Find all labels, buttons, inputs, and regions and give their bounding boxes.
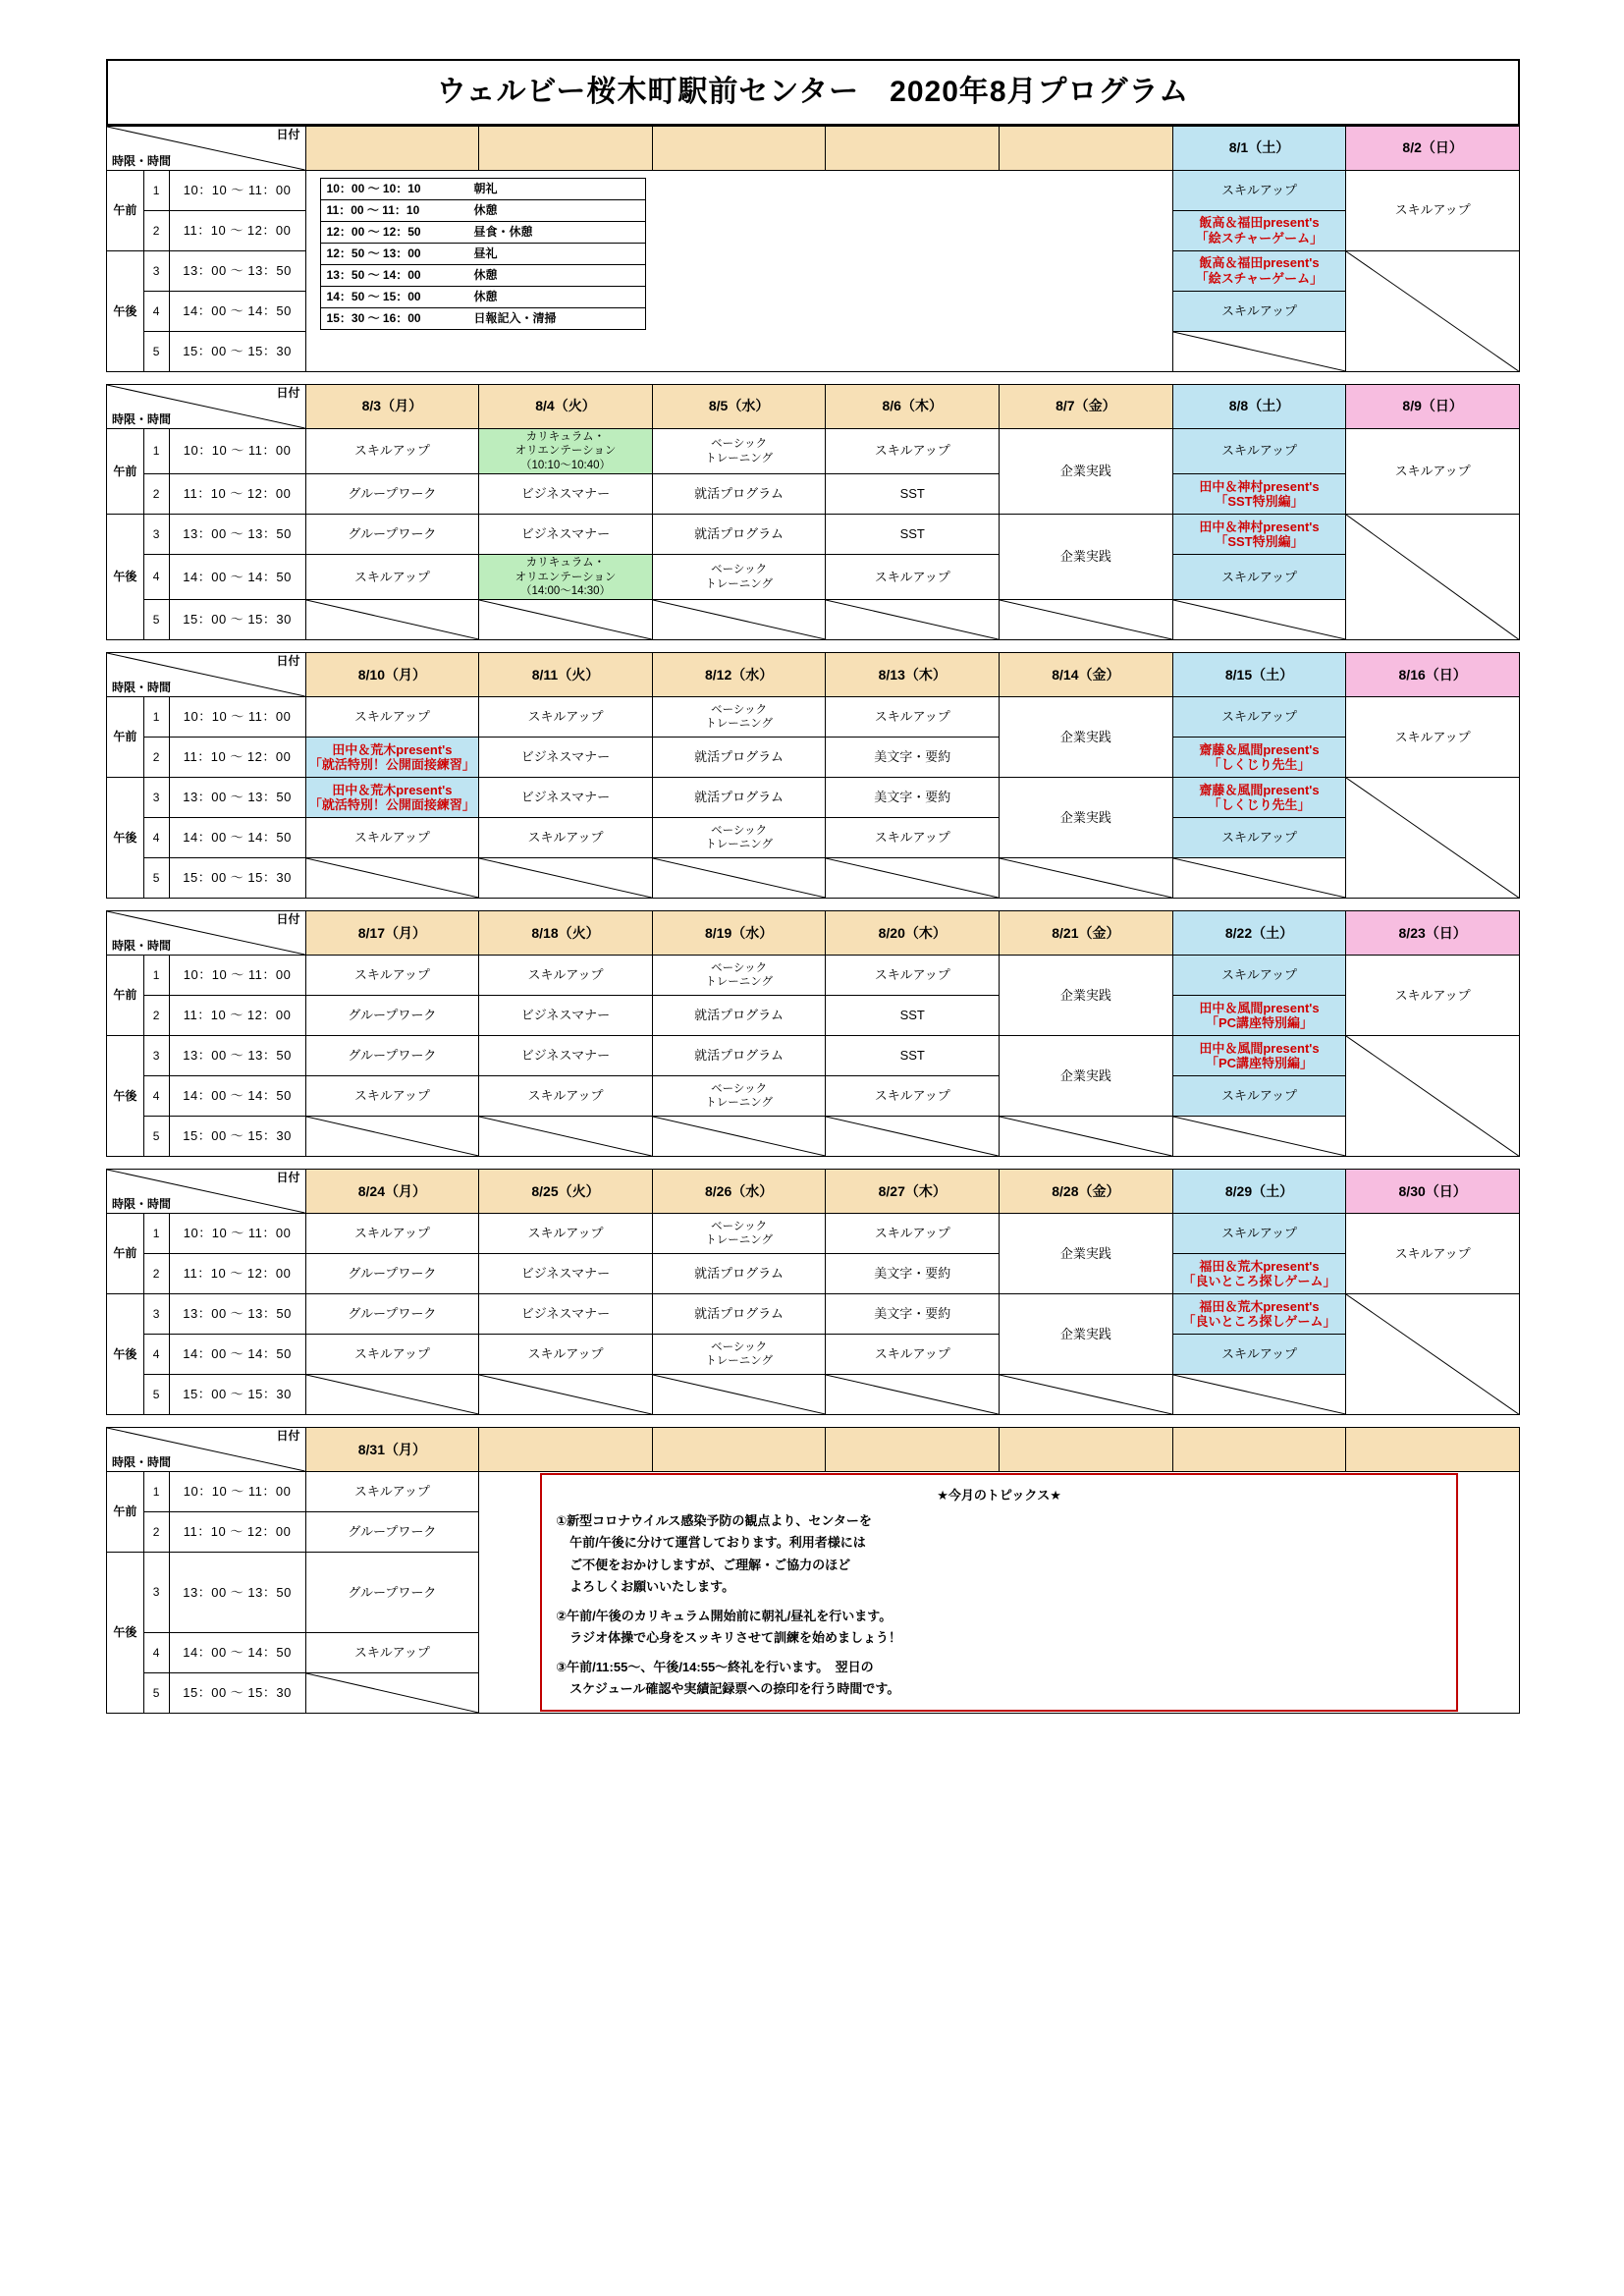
session-time: 15：00 ～ 15：30 bbox=[169, 1117, 305, 1157]
ampm-label-pm: 午後 bbox=[107, 515, 144, 640]
session-time: 10：10 ～ 11：00 bbox=[169, 1472, 305, 1512]
session-time: 13：00 ～ 13：50 bbox=[169, 515, 305, 555]
empty-cell bbox=[305, 1673, 479, 1714]
schedule-cell[interactable]: 企業実践 bbox=[1000, 1294, 1173, 1375]
schedule-cell[interactable]: 田中＆神村present's 「SST特別編」 bbox=[1172, 515, 1346, 555]
session-time: 10：10 ～ 11：00 bbox=[169, 429, 305, 474]
schedule-cell[interactable]: ベーシック トレーニング bbox=[652, 555, 826, 600]
schedule-cell[interactable]: 美文字・要約 bbox=[826, 738, 1000, 778]
empty-cell bbox=[826, 1117, 1000, 1157]
session-number: 5 bbox=[143, 332, 169, 372]
schedule-cell[interactable]: SST bbox=[826, 474, 1000, 515]
schedule-cell[interactable]: ビジネスマナー bbox=[479, 1254, 653, 1294]
day-header-1: 8/3（月） bbox=[305, 385, 479, 429]
session-row bbox=[107, 1375, 1520, 1415]
session-row bbox=[107, 429, 1520, 474]
schedule-cell[interactable]: 就活プログラム bbox=[652, 778, 826, 818]
session-row bbox=[107, 171, 1520, 211]
ampm-label-pm: 午後 bbox=[107, 1553, 144, 1714]
session-number: 1 bbox=[143, 697, 169, 738]
schedule-cell[interactable]: ベーシック トレーニング bbox=[652, 1335, 826, 1375]
empty-cell bbox=[652, 1117, 826, 1157]
empty-cell bbox=[1346, 515, 1520, 640]
ampm-label-am: 午前 bbox=[107, 171, 144, 251]
schedule-cell[interactable]: スキルアップ bbox=[1172, 1335, 1346, 1375]
schedule-cell[interactable]: 飯高＆福田present's 「絵スチャーゲーム」 bbox=[1172, 251, 1346, 292]
time-date-header: 日付 時限・時間 bbox=[107, 653, 306, 697]
schedule-cell[interactable]: スキルアップ bbox=[1172, 171, 1346, 211]
session-number: 4 bbox=[143, 1633, 169, 1673]
session-time: 14：00 ～ 14：50 bbox=[169, 818, 305, 858]
session-row bbox=[107, 738, 1520, 778]
session-number: 2 bbox=[143, 996, 169, 1036]
schedule-cell[interactable]: スキルアップ bbox=[1172, 429, 1346, 474]
ampm-label-pm: 午後 bbox=[107, 251, 144, 372]
empty-cell bbox=[1346, 1294, 1520, 1415]
day-header-6: 8/29（土） bbox=[1172, 1170, 1346, 1214]
session-number: 3 bbox=[143, 1294, 169, 1335]
schedule-cell[interactable]: 企業実践 bbox=[1000, 778, 1173, 858]
empty-cell bbox=[1000, 1117, 1173, 1157]
ampm-label-pm: 午後 bbox=[107, 1294, 144, 1415]
session-number: 1 bbox=[143, 171, 169, 211]
day-header-2 bbox=[479, 127, 653, 171]
schedule-cell[interactable]: ベーシック トレーニング bbox=[652, 429, 826, 474]
session-row bbox=[107, 956, 1520, 996]
schedule-cell[interactable]: グループワーク bbox=[305, 1553, 479, 1633]
time-date-header: 日付 時限・時間 bbox=[107, 127, 306, 171]
week-header-row bbox=[107, 385, 1520, 429]
day-header-1: 8/31（月） bbox=[305, 1428, 479, 1472]
empty-cell bbox=[305, 600, 479, 640]
session-number: 1 bbox=[143, 1214, 169, 1254]
session-row bbox=[107, 697, 1520, 738]
schedule-cell[interactable]: 就活プログラム bbox=[652, 738, 826, 778]
day-header-1: 8/24（月） bbox=[305, 1170, 479, 1214]
empty-cell bbox=[479, 858, 653, 899]
session-time: 14：00 ～ 14：50 bbox=[169, 1633, 305, 1673]
spacer-cell bbox=[107, 1415, 1520, 1428]
week-header-row bbox=[107, 1428, 1520, 1472]
schedule-cell[interactable]: 福田＆荒木present's 「良いところ探しゲーム」 bbox=[1172, 1294, 1346, 1335]
day-header-5 bbox=[1000, 127, 1173, 171]
day-header-5: 8/14（金） bbox=[1000, 653, 1173, 697]
schedule-cell[interactable]: 就活プログラム bbox=[652, 515, 826, 555]
session-number: 5 bbox=[143, 1117, 169, 1157]
schedule-cell[interactable]: 田中＆荒木present's 「就活特別！公開面接練習」 bbox=[305, 738, 479, 778]
session-time: 13：00 ～ 13：50 bbox=[169, 1294, 305, 1335]
session-row bbox=[107, 1036, 1520, 1076]
day-header-2: 8/11（火） bbox=[479, 653, 653, 697]
schedule-cell[interactable]: 企業実践 bbox=[1000, 429, 1173, 515]
schedule-cell[interactable]: スキルアップ bbox=[826, 697, 1000, 738]
session-number: 3 bbox=[143, 778, 169, 818]
schedule-cell[interactable]: 飯高＆福田present's 「絵スチャーゲーム」 bbox=[1172, 211, 1346, 251]
schedule-cell[interactable]: スキルアップ bbox=[826, 956, 1000, 996]
day-header-5 bbox=[1000, 1428, 1173, 1472]
session-time: 15：00 ～ 15：30 bbox=[169, 600, 305, 640]
empty-cell bbox=[652, 1375, 826, 1415]
block-spacer bbox=[107, 372, 1520, 385]
day-header-3: 8/26（水） bbox=[652, 1170, 826, 1214]
session-time: 11：10 ～ 12：00 bbox=[169, 996, 305, 1036]
spacer-cell bbox=[107, 1157, 1520, 1170]
session-time: 15：00 ～ 15：30 bbox=[169, 332, 305, 372]
session-number: 3 bbox=[143, 1553, 169, 1633]
block-spacer bbox=[107, 899, 1520, 911]
schedule-cell[interactable]: グループワーク bbox=[305, 515, 479, 555]
schedule-cell[interactable]: 美文字・要約 bbox=[826, 1294, 1000, 1335]
schedule-cell[interactable]: ベーシック トレーニング bbox=[652, 1214, 826, 1254]
session-number: 1 bbox=[143, 956, 169, 996]
day-header-7: 8/23（日） bbox=[1346, 911, 1520, 956]
session-row bbox=[107, 818, 1520, 858]
session-number: 1 bbox=[143, 1472, 169, 1512]
day-header-7: 8/9（日） bbox=[1346, 385, 1520, 429]
spacer-cell bbox=[107, 640, 1520, 653]
day-header-2: 8/4（火） bbox=[479, 385, 653, 429]
session-number: 2 bbox=[143, 1254, 169, 1294]
schedule-cell[interactable]: SST bbox=[826, 996, 1000, 1036]
day-header-1: 8/10（月） bbox=[305, 653, 479, 697]
schedule-cell[interactable]: 企業実践 bbox=[1000, 956, 1173, 1036]
session-number: 4 bbox=[143, 555, 169, 600]
schedule-cell[interactable]: スキルアップ bbox=[1172, 292, 1346, 332]
schedule-cell[interactable]: スキルアップ bbox=[1346, 956, 1520, 1036]
day-header-5: 8/21（金） bbox=[1000, 911, 1173, 956]
empty-cell bbox=[652, 858, 826, 899]
session-number: 2 bbox=[143, 474, 169, 515]
schedule-cell[interactable]: ベーシック トレーニング bbox=[652, 1076, 826, 1117]
empty-cell bbox=[305, 1117, 479, 1157]
schedule-cell[interactable]: スキルアップ bbox=[1172, 956, 1346, 996]
schedule-cell[interactable]: スキルアップ bbox=[305, 555, 479, 600]
session-number: 3 bbox=[143, 251, 169, 292]
empty-cell bbox=[1000, 858, 1173, 899]
day-header-7 bbox=[1346, 1428, 1520, 1472]
empty-cell bbox=[1172, 332, 1346, 372]
empty-cell bbox=[479, 1375, 653, 1415]
schedule-cell[interactable]: スキルアップ bbox=[826, 429, 1000, 474]
day-header-1: 8/17（月） bbox=[305, 911, 479, 956]
schedule-cell[interactable]: 企業実践 bbox=[1000, 1214, 1173, 1294]
day-header-3: 8/5（水） bbox=[652, 385, 826, 429]
session-time: 13：00 ～ 13：50 bbox=[169, 778, 305, 818]
session-number: 5 bbox=[143, 600, 169, 640]
day-header-2: 8/18（火） bbox=[479, 911, 653, 956]
schedule-cell[interactable]: スキルアップ bbox=[305, 1472, 479, 1512]
schedule-cell[interactable]: ビジネスマナー bbox=[479, 778, 653, 818]
session-row bbox=[107, 474, 1520, 515]
session-number: 5 bbox=[143, 858, 169, 899]
time-date-header: 日付 時限・時間 bbox=[107, 1170, 306, 1214]
empty-cell bbox=[305, 858, 479, 899]
session-row bbox=[107, 1076, 1520, 1117]
day-header-3 bbox=[652, 127, 826, 171]
day-header-6: 8/15（土） bbox=[1172, 653, 1346, 697]
session-number: 5 bbox=[143, 1673, 169, 1714]
schedule-cell[interactable]: 企業実践 bbox=[1000, 697, 1173, 778]
page-title: ウェルビー桜木町駅前センター 2020年8月プログラム bbox=[107, 60, 1519, 125]
session-number: 4 bbox=[143, 292, 169, 332]
schedule-cell[interactable]: スキルアップ bbox=[305, 697, 479, 738]
schedule-cell[interactable]: カリキュラム・ オリエンテーション （10:10～10:40） bbox=[479, 429, 653, 474]
schedule-cell[interactable]: 美文字・要約 bbox=[826, 1254, 1000, 1294]
ampm-label-am: 午前 bbox=[107, 1214, 144, 1294]
day-header-3: 8/19（水） bbox=[652, 911, 826, 956]
schedule-cell[interactable]: スキルアップ bbox=[1172, 1076, 1346, 1117]
empty-cell bbox=[826, 600, 1000, 640]
session-number: 1 bbox=[143, 429, 169, 474]
schedule-cell[interactable]: 田中＆風間present's 「PC講座特別編」 bbox=[1172, 1036, 1346, 1076]
schedule-cell[interactable]: スキルアップ bbox=[826, 1214, 1000, 1254]
day-header-4 bbox=[826, 1428, 1000, 1472]
empty-cell bbox=[652, 600, 826, 640]
schedule-cell[interactable]: 田中＆神村present's 「SST特別編」 bbox=[1172, 474, 1346, 515]
time-date-header: 日付 時限・時間 bbox=[107, 1428, 306, 1472]
session-row bbox=[107, 778, 1520, 818]
schedule-cell[interactable]: 美文字・要約 bbox=[826, 778, 1000, 818]
session-row bbox=[107, 1335, 1520, 1375]
schedule-cell[interactable]: スキルアップ bbox=[479, 697, 653, 738]
day-header-3: 8/12（水） bbox=[652, 653, 826, 697]
session-time: 11：10 ～ 12：00 bbox=[169, 738, 305, 778]
day-header-4: 8/27（木） bbox=[826, 1170, 1000, 1214]
schedule-cell[interactable]: 就活プログラム bbox=[652, 1294, 826, 1335]
session-time: 10：10 ～ 11：00 bbox=[169, 1214, 305, 1254]
time-legend-box: 10：00 ～ 10：10 朝礼 11：00 ～ 11：10 休憩 12：00 ～ 12：50 昼食・休憩 12：50 ～ 13：00 昼礼 13：50 ～ 14：00 休憩 14：50 ～ 15：00 休憩 15：30 ～ 16：00 日報記入・清掃 bbox=[305, 171, 1172, 372]
schedule-cell[interactable]: グループワーク bbox=[305, 1254, 479, 1294]
schedule-cell[interactable]: 企業実践 bbox=[1000, 515, 1173, 600]
schedule-cell[interactable]: ビジネスマナー bbox=[479, 474, 653, 515]
session-row bbox=[107, 1472, 1520, 1512]
day-header-4 bbox=[826, 127, 1000, 171]
session-row bbox=[107, 996, 1520, 1036]
session-row bbox=[107, 858, 1520, 899]
session-number: 4 bbox=[143, 818, 169, 858]
day-header-6: 8/22（土） bbox=[1172, 911, 1346, 956]
day-header-5: 8/28（金） bbox=[1000, 1170, 1173, 1214]
schedule-cell[interactable]: グループワーク bbox=[305, 474, 479, 515]
schedule-cell[interactable]: スキルアップ bbox=[1172, 818, 1346, 858]
day-header-4: 8/13（木） bbox=[826, 653, 1000, 697]
schedule-cell[interactable]: スキルアップ bbox=[1172, 555, 1346, 600]
schedule-cell[interactable]: 齋藤＆風間present's 「しくじり先生」 bbox=[1172, 778, 1346, 818]
day-header-7: 8/16（日） bbox=[1346, 653, 1520, 697]
ampm-label-am: 午前 bbox=[107, 697, 144, 778]
session-time: 14：00 ～ 14：50 bbox=[169, 1335, 305, 1375]
session-time: 11：10 ～ 12：00 bbox=[169, 211, 305, 251]
schedule-cell[interactable]: スキルアップ bbox=[479, 1076, 653, 1117]
session-time: 14：00 ～ 14：50 bbox=[169, 1076, 305, 1117]
schedule-cell[interactable]: 福田＆荒木present's 「良いところ探しゲーム」 bbox=[1172, 1254, 1346, 1294]
day-header-5: 8/7（金） bbox=[1000, 385, 1173, 429]
session-row bbox=[107, 515, 1520, 555]
session-time: 13：00 ～ 13：50 bbox=[169, 251, 305, 292]
schedule-cell[interactable]: 田中＆荒木present's 「就活特別！公開面接練習」 bbox=[305, 778, 479, 818]
schedule-cell[interactable]: ビジネスマナー bbox=[479, 996, 653, 1036]
session-number: 3 bbox=[143, 1036, 169, 1076]
ampm-label-am: 午前 bbox=[107, 956, 144, 1036]
day-header-6 bbox=[1172, 1428, 1346, 1472]
topics-area: ★今月のトピックス★ ①新型コロナウイルス感染予防の観点より、センターを 午前/午後に分けて運営しております。利用者様には ご不便をおかけしますが、ご理解・ご協力のほど よろしくお願いいたします。 ②午前/午後のカリキュラム開始前に朝礼/昼礼を行います。 ラジオ体操で心身をスッキリさせて訓練を始めましょう！ ③午前/11:55～、午後/14:55～終礼を行います。 翌日の スケジュール確認や実績記録票への捺印を行う時間です。 bbox=[479, 1472, 1520, 1714]
block-spacer bbox=[107, 1415, 1520, 1428]
schedule-cell[interactable]: ベーシック トレーニング bbox=[652, 818, 826, 858]
spacer-cell bbox=[107, 372, 1520, 385]
empty-cell bbox=[826, 858, 1000, 899]
session-time: 14：00 ～ 14：50 bbox=[169, 555, 305, 600]
time-date-header: 日付 時限・時間 bbox=[107, 911, 306, 956]
schedule-cell[interactable]: スキルアップ bbox=[305, 956, 479, 996]
schedule-cell[interactable]: ビジネスマナー bbox=[479, 515, 653, 555]
schedule-cell[interactable]: ビジネスマナー bbox=[479, 738, 653, 778]
week-header-row bbox=[107, 127, 1520, 171]
session-row bbox=[107, 1294, 1520, 1335]
session-time: 10：10 ～ 11：00 bbox=[169, 956, 305, 996]
ampm-label-am: 午前 bbox=[107, 429, 144, 515]
schedule-cell[interactable]: ビジネスマナー bbox=[479, 1294, 653, 1335]
schedule-cell[interactable]: スキルアップ bbox=[826, 555, 1000, 600]
session-time: 13：00 ～ 13：50 bbox=[169, 1553, 305, 1633]
schedule-cell[interactable]: スキルアップ bbox=[305, 1335, 479, 1375]
empty-cell bbox=[305, 1375, 479, 1415]
day-header-7: 8/30（日） bbox=[1346, 1170, 1520, 1214]
day-header-2 bbox=[479, 1428, 653, 1472]
session-number: 4 bbox=[143, 1335, 169, 1375]
day-header-3 bbox=[652, 1428, 826, 1472]
session-time: 15：00 ～ 15：30 bbox=[169, 858, 305, 899]
session-row bbox=[107, 1214, 1520, 1254]
empty-cell bbox=[1346, 1036, 1520, 1157]
program-sheet bbox=[106, 59, 1520, 1714]
schedule-cell[interactable]: 企業実践 bbox=[1000, 1036, 1173, 1117]
session-time: 14：00 ～ 14：50 bbox=[169, 292, 305, 332]
block-spacer bbox=[107, 640, 1520, 653]
empty-cell bbox=[1172, 1117, 1346, 1157]
session-number: 2 bbox=[143, 1512, 169, 1553]
schedule-cell[interactable]: 齋藤＆風間present's 「しくじり先生」 bbox=[1172, 738, 1346, 778]
empty-cell bbox=[1172, 600, 1346, 640]
schedule-cell[interactable]: スキルアップ bbox=[1346, 171, 1520, 251]
empty-cell bbox=[1346, 778, 1520, 899]
session-row bbox=[107, 600, 1520, 640]
week-header-row bbox=[107, 653, 1520, 697]
schedule-cell[interactable]: スキルアップ bbox=[1346, 697, 1520, 778]
session-number: 3 bbox=[143, 515, 169, 555]
schedule-grid bbox=[106, 126, 1520, 1714]
schedule-cell[interactable]: カリキュラム・ オリエンテーション （14:00～14:30） bbox=[479, 555, 653, 600]
session-time: 13：00 ～ 13：50 bbox=[169, 1036, 305, 1076]
session-number: 2 bbox=[143, 738, 169, 778]
schedule-cell[interactable]: スキルアップ bbox=[479, 956, 653, 996]
schedule-cell[interactable]: スキルアップ bbox=[1172, 1214, 1346, 1254]
session-number: 2 bbox=[143, 211, 169, 251]
schedule-cell[interactable]: スキルアップ bbox=[826, 1076, 1000, 1117]
empty-cell bbox=[1000, 600, 1173, 640]
schedule-cell[interactable]: グループワーク bbox=[305, 1036, 479, 1076]
schedule-cell[interactable]: スキルアップ bbox=[305, 1214, 479, 1254]
ampm-label-am: 午前 bbox=[107, 1472, 144, 1553]
schedule-cell[interactable]: ベーシック トレーニング bbox=[652, 956, 826, 996]
schedule-cell[interactable]: スキルアップ bbox=[479, 1335, 653, 1375]
schedule-cell[interactable]: ベーシック トレーニング bbox=[652, 697, 826, 738]
schedule-cell[interactable]: SST bbox=[826, 515, 1000, 555]
schedule-cell[interactable]: スキルアップ bbox=[479, 818, 653, 858]
empty-cell bbox=[826, 1375, 1000, 1415]
schedule-cell[interactable]: スキルアップ bbox=[479, 1214, 653, 1254]
ampm-label-pm: 午後 bbox=[107, 1036, 144, 1157]
schedule-cell[interactable]: グループワーク bbox=[305, 1294, 479, 1335]
session-time: 11：10 ～ 12：00 bbox=[169, 474, 305, 515]
schedule-cell[interactable]: SST bbox=[826, 1036, 1000, 1076]
schedule-cell[interactable]: 就活プログラム bbox=[652, 996, 826, 1036]
schedule-cell[interactable]: スキルアップ bbox=[1172, 697, 1346, 738]
schedule-cell[interactable]: スキルアップ bbox=[826, 818, 1000, 858]
ampm-label-pm: 午後 bbox=[107, 778, 144, 899]
session-row bbox=[107, 1254, 1520, 1294]
week-header-row bbox=[107, 1170, 1520, 1214]
session-time: 10：10 ～ 11：00 bbox=[169, 697, 305, 738]
schedule-cell[interactable]: 就活プログラム bbox=[652, 1254, 826, 1294]
week-header-row bbox=[107, 911, 1520, 956]
block-spacer bbox=[107, 1157, 1520, 1170]
session-time: 11：10 ～ 12：00 bbox=[169, 1512, 305, 1553]
day-header-7: 8/2（日） bbox=[1346, 127, 1520, 171]
empty-cell bbox=[1172, 1375, 1346, 1415]
day-header-4: 8/6（木） bbox=[826, 385, 1000, 429]
day-header-4: 8/20（木） bbox=[826, 911, 1000, 956]
schedule-cell[interactable]: スキルアップ bbox=[305, 1633, 479, 1673]
schedule-cell[interactable]: 就活プログラム bbox=[652, 1036, 826, 1076]
schedule-cell[interactable]: グループワーク bbox=[305, 996, 479, 1036]
session-time: 15：00 ～ 15：30 bbox=[169, 1673, 305, 1714]
spacer-cell bbox=[107, 899, 1520, 911]
schedule-cell[interactable]: スキルアップ bbox=[305, 429, 479, 474]
session-time: 10：10 ～ 11：00 bbox=[169, 171, 305, 211]
schedule-cell[interactable]: スキルアップ bbox=[1346, 1214, 1520, 1294]
session-row bbox=[107, 1117, 1520, 1157]
day-header-1 bbox=[305, 127, 479, 171]
schedule-cell[interactable]: スキルアップ bbox=[826, 1335, 1000, 1375]
title-table bbox=[106, 59, 1520, 126]
schedule-cell[interactable]: スキルアップ bbox=[1346, 429, 1520, 515]
day-header-2: 8/25（火） bbox=[479, 1170, 653, 1214]
session-number: 4 bbox=[143, 1076, 169, 1117]
schedule-cell[interactable]: グループワーク bbox=[305, 1512, 479, 1553]
schedule-cell[interactable]: 田中＆風間present's 「PC講座特別編」 bbox=[1172, 996, 1346, 1036]
day-header-6: 8/1（土） bbox=[1172, 127, 1346, 171]
empty-cell bbox=[1000, 1375, 1173, 1415]
empty-cell bbox=[479, 1117, 653, 1157]
time-date-header: 日付 時限・時間 bbox=[107, 385, 306, 429]
day-header-6: 8/8（土） bbox=[1172, 385, 1346, 429]
schedule-cell[interactable]: ビジネスマナー bbox=[479, 1036, 653, 1076]
empty-cell bbox=[1346, 251, 1520, 372]
session-time: 11：10 ～ 12：00 bbox=[169, 1254, 305, 1294]
schedule-cell[interactable]: スキルアップ bbox=[305, 1076, 479, 1117]
schedule-cell[interactable]: 就活プログラム bbox=[652, 474, 826, 515]
empty-cell bbox=[1172, 858, 1346, 899]
session-number: 5 bbox=[143, 1375, 169, 1415]
schedule-cell[interactable]: スキルアップ bbox=[305, 818, 479, 858]
session-time: 15：00 ～ 15：30 bbox=[169, 1375, 305, 1415]
empty-cell bbox=[479, 600, 653, 640]
session-row bbox=[107, 555, 1520, 600]
